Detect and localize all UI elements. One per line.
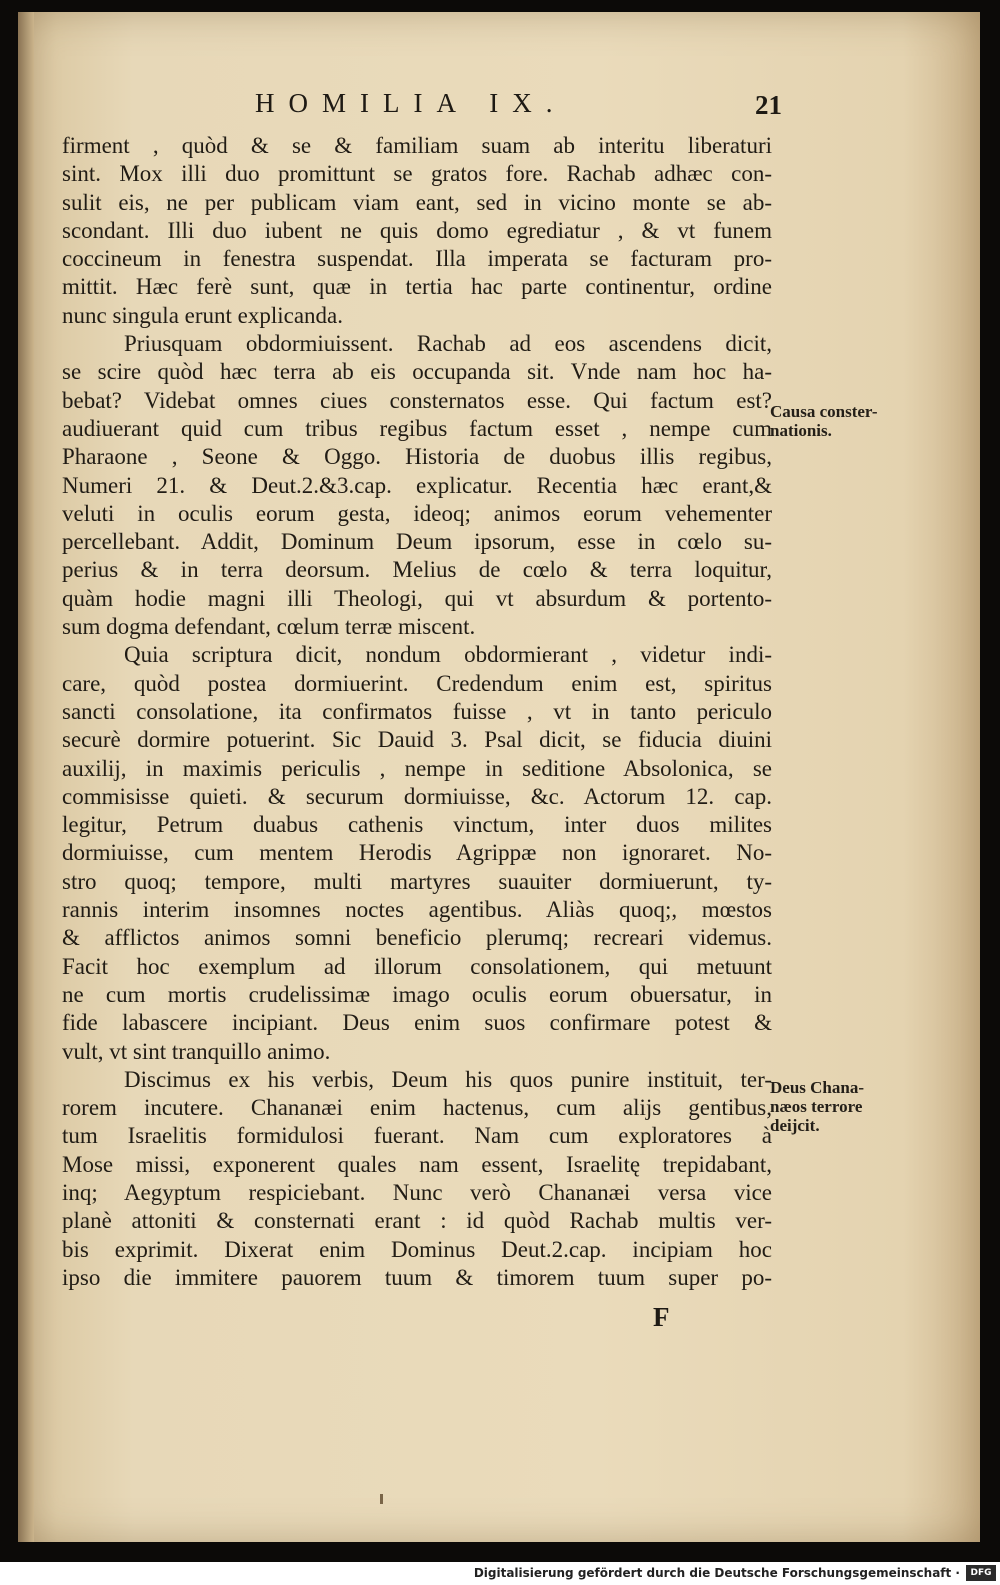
text-line: sulit eis, ne per publicam viam eant, sed in vicino monte se ab- (62, 189, 772, 215)
text-line: Quia scriptura dicit, nondum obdormierant , videtur indi- (124, 642, 772, 668)
text-line: sum dogma defendant, cœlum terræ miscent. (62, 614, 476, 640)
text-line: sint. Mox illi duo promittunt se gratos fore. Rachab adhæc con- (62, 161, 772, 187)
text-line: ne cum mortis crudelissimæ imago oculis eorum obuersatur, in (62, 981, 772, 1007)
text-line: legitur, Petrum duabus cathenis vinctum, inter duos milites (62, 812, 772, 838)
margin-note-line: nationis. (770, 421, 832, 440)
footer-bar (0, 1562, 1000, 1585)
text-line: nunc singula erunt explicanda. (62, 302, 344, 328)
text-line: rannis interim insomnes noctes agentibus. Aliàs quoq;, mœstos (62, 897, 772, 923)
dfg-logo: DFG (966, 1565, 996, 1581)
text-line: tum Israelitis formidulosi fuerant. Nam cum exploratores à (62, 1123, 772, 1149)
text-line: securè dormire potuerint. Sic Dauid 3. Psal dicit, se fiducia diuini (62, 727, 772, 753)
text-line: & afflictos animos somni beneficio plerumq; recreari videmus. (62, 925, 772, 951)
text-line: ipso die immitere pauorem tuum & timorem tuum super po- (62, 1264, 772, 1290)
text-line: auxilij, in maximis periculis , nempe in seditione Absolonica, se (62, 755, 772, 781)
text-line: veluti in oculis eorum gesta, ideoq; animos eorum vehementer (62, 500, 772, 526)
text-line: coccineum in fenestra suspendat. Illa imperata se facturam pro- (62, 246, 772, 272)
text-line: commisisse quieti. & securum dormiuisse, &c. Actorum 12. cap. (62, 783, 772, 809)
running-head: HOMILIA IX. (255, 88, 567, 118)
text-line: bebat? Videbat omnes ciues consternatos esse. Qui factum est? (62, 387, 772, 413)
text-line: dormiuisse, cum mentem Herodis Agrippæ non ignoraret. No- (62, 840, 772, 866)
text-line: Numeri 21. & Deut.2.&3.cap. explicatur. Recentia hæc erant,& (62, 472, 772, 498)
text-line: quàm hodie magni illi Theologi, qui vt absurdum & portento- (62, 585, 772, 611)
text-line: fide labascere incipiant. Deus enim suos confirmare potest & (62, 1010, 772, 1036)
text-line: inq; Aegyptum respiciebant. Nunc verò Chananæi versa vice (62, 1179, 772, 1205)
funding-credit: Digitalisierung gefördert durch die Deutsche Forschungsgemeinschaft · (473, 1566, 960, 1580)
page-number: 21 (755, 90, 782, 120)
text-line: care, quòd postea dormiuerint. Credendum enim est, spiritus (62, 670, 772, 696)
text-line: bis exprimit. Dixerat enim Dominus Deut.2.cap. incipiam hoc (62, 1236, 772, 1262)
text-line: Pharaone , Seone & Oggo. Historia de duobus illis regibus, (62, 444, 772, 470)
text-line: vult, vt sint tranquillo animo. (62, 1038, 331, 1064)
text-line: Priusquam obdormiuissent. Rachab ad eos ascendens dicit, (124, 331, 772, 357)
text-line: firment , quòd & se & familiam suam ab interitu liberaturi (62, 133, 772, 158)
text-line: audiuerant quid cum tribus regibus factum esset , nempe cum (62, 415, 772, 441)
text-line: Facit hoc exemplum ad illorum consolationem, qui metuunt (62, 953, 772, 979)
margin-note-line: Causa conster- (770, 402, 878, 421)
page-gutter (18, 12, 34, 1542)
fold-mark (380, 1494, 383, 1504)
text-line: mittit. Hæc ferè sunt, quæ in tertia hac parte continentur, ordine (62, 274, 772, 300)
text-line: rorem incutere. Chananæi enim hactenus, cum alijs gentibus, (62, 1095, 772, 1121)
text-line: planè attoniti & consternati erant : id quòd Rachab multis ver- (62, 1208, 772, 1234)
text-line: sancti consolatione, ita confirmatos fuisse , vt in tanto periculo (62, 698, 772, 724)
text-line: se scire quòd hæc terra ab eis occupanda sit. Vnde nam hoc ha- (62, 359, 772, 385)
body-text (62, 132, 772, 1292)
text-line: scondant. Illi duo iubent ne quis domo egrediatur , & vt funem (62, 217, 772, 243)
text-line: perius & in terra deorsum. Melius de cœlo & terra loquitur, (62, 557, 772, 583)
margin-note-causa (770, 402, 960, 440)
signature-mark: F (653, 1302, 670, 1332)
margin-note-line: Deus Chana- (770, 1078, 864, 1097)
text-line: stro quoq; tempore, multi martyres suauiter dormiuerunt, ty- (62, 868, 772, 894)
text-line: Discimus ex his verbis, Deum his quos punire instituit, ter- (124, 1066, 772, 1092)
margin-note-deus (770, 1078, 960, 1135)
text-line: Mose missi, exponerent quales nam essent, Israelitę trepidabant, (62, 1151, 772, 1177)
margin-note-line: deijcit. (770, 1116, 820, 1135)
text-line: percellebant. Addit, Dominum Deum ipsorum, esse in cœlo su- (62, 529, 772, 555)
margin-note-line: næos terrore (770, 1097, 863, 1116)
